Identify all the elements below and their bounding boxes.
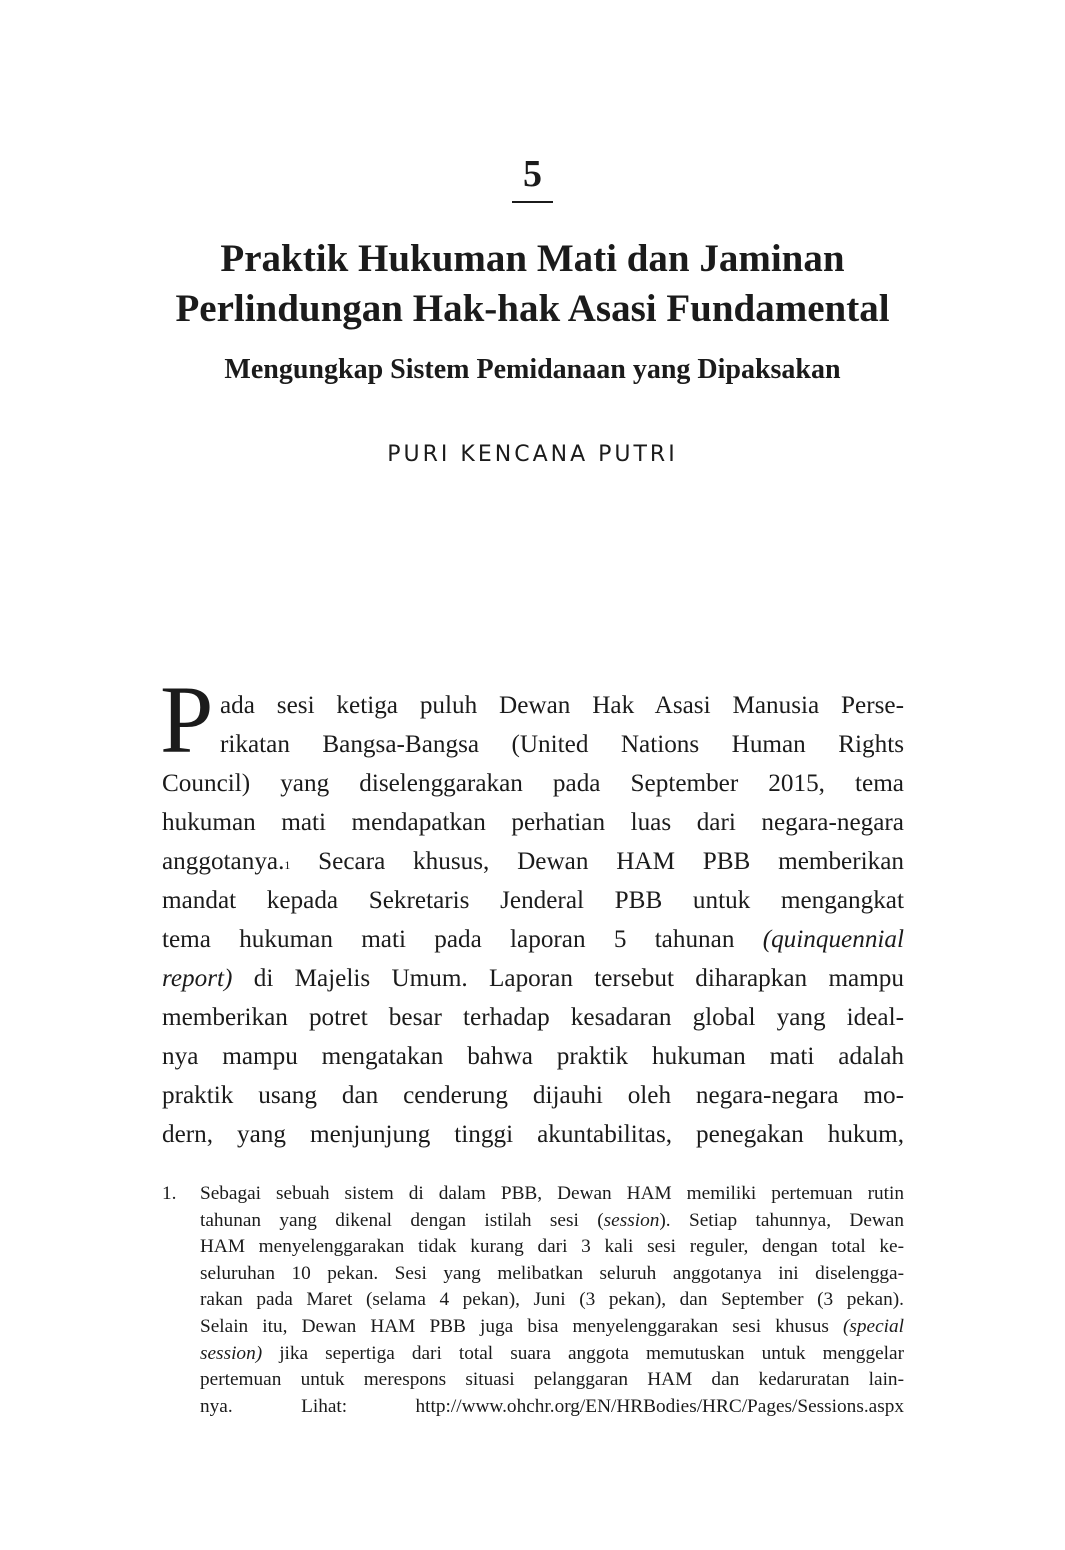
chapter-subtitle: Mengungkap Sistem Pemidanaan yang Dipaksakan: [224, 354, 841, 385]
italic-term: (quinquennial: [762, 926, 904, 953]
chapter-title: [0, 234, 1065, 334]
body-line: hukuman mati mendapatkan perhatian luas dari negara-negara: [162, 809, 904, 836]
chapter-number-underline: [512, 201, 553, 203]
body-text: tema hukuman mati pada laporan 5 tahunan: [162, 926, 763, 953]
body-line: [162, 959, 904, 998]
body-text: Secara khusus, Dewan HAM PBB memberikan: [290, 848, 904, 875]
footnote-line: pertemuan untuk merespons situasi pelanggaran HAM dan kedaruratan lain-: [200, 1369, 904, 1391]
footnote-line: HAM menyelenggarakan tidak kurang dari 3 kali sesi reguler, dengan total ke-: [200, 1236, 904, 1258]
italic-term: (special: [842, 1315, 904, 1337]
footnote-text-run: jika sepertiga dari total suara anggota memutuskan untuk menggelar: [262, 1342, 904, 1364]
italic-term: report): [162, 965, 233, 992]
footnote-line: [200, 1314, 904, 1341]
body-text: di Majelis Umum. Laporan tersebut diharapkan mampu: [232, 965, 904, 992]
footnote-line: nya. Lihat: http://www.ohchr.org/EN/HRBodies/HRC/Pages/Sessions.aspx: [200, 1395, 904, 1417]
footnote: [162, 1181, 904, 1420]
footnote-line: Sebagai sebuah sistem di dalam PBB, Dewan HAM memiliki pertemuan rutin: [200, 1183, 904, 1204]
drop-cap: P: [160, 666, 214, 773]
body-line: dern, yang menjunjung tinggi akuntabilitas, penegakan hukum,: [162, 1121, 904, 1148]
footnote-reference: 1: [284, 858, 291, 872]
body-line: Council) yang diselenggarakan pada September 2015, tema: [162, 770, 904, 797]
footnote-text: [200, 1181, 904, 1420]
chapter-title-line-2: Perlindungan Hak-hak Asasi Fundamental: [175, 287, 890, 330]
body-line: ada sesi ketiga puluh Dewan Hak Asasi Manusia Perse-: [220, 692, 904, 719]
body-line: [162, 842, 904, 881]
body-paragraph: [160, 666, 904, 1154]
chapter-title-line-1: Praktik Hukuman Mati dan Jaminan: [220, 237, 845, 280]
body-line: mandat kepada Sekretaris Jenderal PBB untuk mengangkat: [162, 887, 904, 914]
footnote-text-run: ). Setiap tahunnya, Dewan: [659, 1209, 905, 1231]
body-line: nya mampu mengatakan bahwa praktik hukuman mati adalah: [162, 1043, 904, 1070]
footnote-line: seluruhan 10 pekan. Sesi yang melibatkan seluruh anggotanya ini diselengga-: [200, 1262, 904, 1284]
body-line: [162, 920, 904, 959]
body-line: rikatan Bangsa-Bangsa (United Nations Human Rights: [220, 731, 904, 758]
footnote-line: [200, 1208, 904, 1235]
footnote-text-run: Selain itu, Dewan HAM PBB juga bisa menyelenggarakan sesi khusus: [200, 1315, 843, 1337]
body-text: anggotanya.: [162, 848, 285, 875]
footnote-number: 1.: [162, 1183, 177, 1204]
italic-term: session): [200, 1342, 263, 1364]
chapter-number: 5: [523, 153, 542, 195]
author-name: PURI KENCANA PUTRI: [387, 442, 678, 467]
body-line: memberikan potret besar terhadap kesadaran global yang ideal-: [162, 1004, 904, 1031]
footnote-text-run: tahunan yang dikenal dengan istilah sesi (: [200, 1209, 604, 1231]
italic-term: session: [603, 1209, 660, 1231]
footnote-line: [200, 1341, 904, 1368]
body-line: praktik usang dan cenderung dijauhi oleh negara-negara mo-: [162, 1082, 904, 1109]
footnote-line: rakan pada Maret (selama 4 pekan), Juni (3 pekan), dan September (3 pekan).: [200, 1289, 904, 1311]
